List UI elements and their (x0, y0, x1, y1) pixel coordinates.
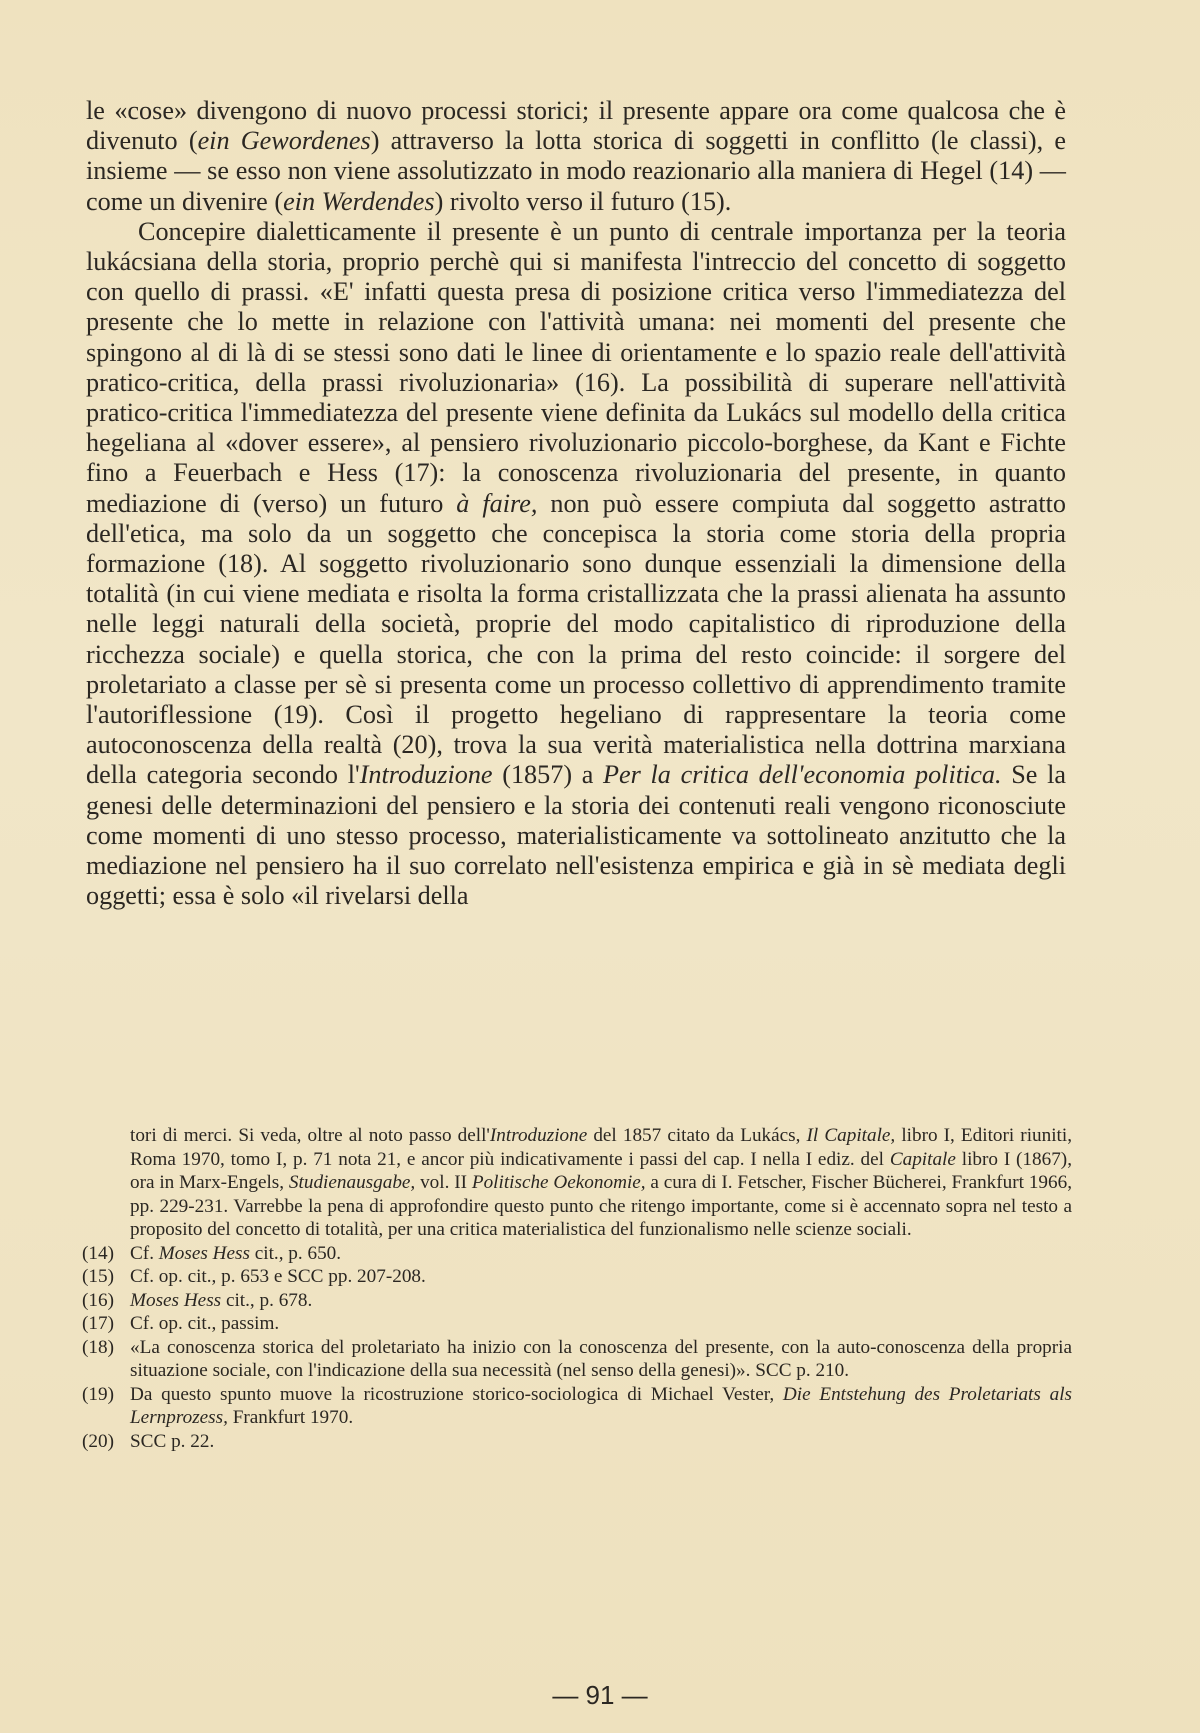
footnote-14: (14) Cf. Moses Hess cit., p. 650. (82, 1242, 342, 1264)
paragraph-1: le «cose» divengono di nuovo processi storici; il presente appare ora come qualcosa che è divenuto (ein Gewordenes) attraverso la lotta storica di soggetti in conflitto (le classi), e insieme — se esso non viene assolutizzato in modo reazionario alla maniera di Hegel (14) — come un divenire (ein Werdendes) rivolto verso il futuro (15). (86, 96, 1066, 216)
footnote-18: (18) «La conoscenza storica del proletariato ha inizio con la conoscenza del presente, con la auto-conoscenza della propria situazione sociale, con l'indicazione della sua necessità (nel senso della genesi)». SCC p. 210. (82, 1336, 1072, 1381)
main-text (86, 96, 1066, 911)
paragraph-2: Concepire dialetticamente il presente è un punto di centrale importanza per la teoria lukácsiana della storia, proprio perchè qui si manifesta l'intreccio del concetto di soggetto con quello di prassi. «E' infatti questa presa di posizione critica verso l'immediatezza del presente che lo mette in relazione con l'attività umana: nei momenti del presente che spingono al di là di se stessi sono dati le linee di orientamente e lo spazio reale dell'attività pratico-critica, della prassi rivoluzionaria» (16). La possibilità di superare nell'attività pratico-critica l'immediatezza del presente viene definita da Lukács sul modello della critica hegeliana al «dover essere», al pensiero rivoluzionario piccolo-borghese, da Kant e Fichte fino a Feuerbach e Hess (17): la conoscenza rivoluzionaria del presente, in quanto mediazione di (verso) un futuro à faire, non può essere compiuta dal soggetto astratto dell'etica, ma solo da un soggetto che concepisca la storia come storia della propria formazione (18). Al soggetto rivoluzionario sono dunque essenziali la dimensione della totalità (in cui viene mediata e risolta la forma cristallizzata che la prassi alienata ha assunto nelle leggi naturali della società, proprie del modo capitalistico di riproduzione della ricchezza sociale) e quella storica, che con la prima del resto coincide: il sorgere del proletariato a classe per sè si presenta come un processo collettivo di apprendimento tramite l'autoriflessione (19). Così il progetto hegeliano di rappresentare la teoria come autoconoscenza della realtà (20), trova la sua verità materialistica nella dottrina marxiana della categoria secondo l'Introduzione (1857) a Per la critica dell'economia politica. Se la genesi delle determinazioni del pensiero e la storia dei contenuti reali vengono riconosciute come momenti di uno stesso processo, materialisticamente va sottolineato anzitutto che la mediazione nel pensiero ha il suo correlato nell'esistenza empirica e già in sè mediata degli oggetti; essa è solo «il rivelarsi della (86, 216, 1066, 911)
footnotes (82, 1124, 1072, 1453)
page-number: — 91 — (552, 1680, 648, 1710)
footnote-19: (19) Da questo spunto muove la ricostruzione storico-sociologica di Michael Vester, Die Entstehung des Proletariats als Lernprozess, Frankfurt 1970. (82, 1383, 1072, 1428)
footnote-16: (16) Moses Hess cit., p. 678. (82, 1289, 313, 1311)
footnote-15: (15) Cf. op. cit., p. 653 e SCC pp. 207-208. (82, 1266, 426, 1287)
footnote-17: (17) Cf. op. cit., passim. (82, 1313, 280, 1334)
footnote-20: (20) SCC p. 22. (82, 1430, 215, 1452)
footnote-continuation: tori di merci. Si veda, oltre al noto passo dell'Introduzione del 1857 citato da Lukács, Il Capitale, libro I, Editori riuniti, Roma 1970, tomo I, p. 71 nota 21, e ancor più indicativamente i passi del cap. I nella I ediz. del Capitale libro I (1867), ora in Marx-Engels, Studienausgabe, vol. II Politische Oekonomie, a cura di I. Fetscher, Fischer Bücherei, Frankfurt 1966, pp. 229-231. Varrebbe la pena di approfondire questo punto che ritengo importante, come si è accennato sopra nel testo a proposito del concetto di totalità, per una critica materialistica del funzionalismo nelle scienze sociali. (130, 1125, 1073, 1240)
